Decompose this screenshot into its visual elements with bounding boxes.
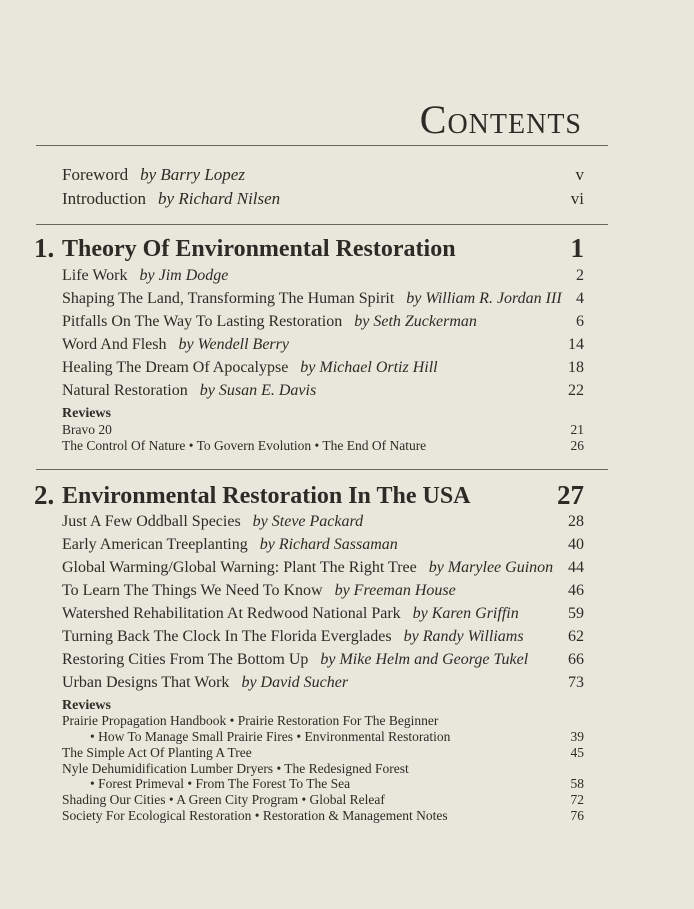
review-line bbox=[62, 745, 584, 761]
review-line bbox=[62, 438, 584, 454]
review-page: 21 bbox=[570, 422, 584, 437]
entry-author: by Richard Sassaman bbox=[259, 536, 398, 553]
toc-entry bbox=[62, 674, 584, 692]
review-line bbox=[62, 808, 584, 824]
section-title: Theory Of Environmental Restoration bbox=[62, 236, 456, 262]
entry-page: 2 bbox=[576, 267, 584, 284]
entry-page: 6 bbox=[576, 313, 584, 330]
entry-page: 73 bbox=[568, 674, 584, 691]
reviews-heading: Reviews bbox=[62, 698, 111, 713]
entry-title: Global Warming/Global Warning: Plant The Right Tree bbox=[62, 559, 417, 576]
review-text: Bravo 20 bbox=[62, 422, 112, 437]
review-line bbox=[62, 422, 584, 438]
entry-page: v bbox=[575, 165, 584, 184]
entry-page: 66 bbox=[568, 651, 584, 668]
entry-author: by Karen Griffin bbox=[412, 605, 519, 622]
entry-page: 4 bbox=[576, 290, 584, 307]
entry-page: vi bbox=[570, 189, 584, 208]
entry-author: by David Sucher bbox=[241, 674, 349, 691]
entry-author: by Freeman House bbox=[334, 582, 456, 599]
entry-title: Early American Treeplanting bbox=[62, 536, 248, 553]
entry-author: by Jim Dodge bbox=[139, 267, 229, 284]
review-text: The Control Of Nature • To Govern Evolution • The End Of Nature bbox=[62, 438, 427, 453]
review-text: Prairie Propagation Handbook • Prairie Restoration For The Beginner bbox=[62, 713, 439, 728]
entry-author: by Steve Packard bbox=[252, 513, 364, 530]
entry-title: Healing The Dream Of Apocalypse bbox=[62, 359, 289, 376]
entry-page: 44 bbox=[568, 559, 584, 576]
review-line bbox=[62, 729, 584, 745]
entry-title: To Learn The Things We Need To Know bbox=[62, 582, 323, 599]
review-text: Nyle Dehumidification Lumber Dryers • The Redesigned Forest bbox=[62, 761, 409, 776]
review-page: 72 bbox=[570, 792, 584, 807]
entry-title: Turning Back The Clock In The Florida Everglades bbox=[62, 628, 392, 645]
review-page: 39 bbox=[570, 729, 584, 744]
entry-page: 46 bbox=[568, 582, 584, 599]
entry-title: Word And Flesh bbox=[62, 336, 167, 353]
reviews-heading: Reviews bbox=[62, 406, 111, 421]
review-text: • How To Manage Small Prairie Fires • Environmental Restoration bbox=[90, 729, 451, 744]
review-line bbox=[62, 792, 584, 808]
section-title: Environmental Restoration In The USA bbox=[62, 483, 471, 509]
review-text: Shading Our Cities • A Green City Program • Global Releaf bbox=[62, 792, 385, 807]
entry-author: by Marylee Guinon bbox=[428, 559, 554, 576]
entry-author: by Richard Nilsen bbox=[158, 189, 281, 208]
entry-author: by Susan E. Davis bbox=[199, 382, 317, 399]
entry-page: 62 bbox=[568, 628, 584, 645]
entry-author: by William R. Jordan III bbox=[406, 290, 562, 307]
entry-title: Watershed Rehabilitation At Redwood National Park bbox=[62, 605, 401, 622]
entry-page: 40 bbox=[568, 536, 584, 553]
entry-title: Natural Restoration bbox=[62, 382, 188, 399]
section-page: 27 bbox=[557, 480, 584, 510]
review-line bbox=[62, 761, 584, 777]
entry-page: 14 bbox=[568, 336, 584, 353]
review-text: • Forest Primeval • From The Forest To The Sea bbox=[90, 776, 351, 791]
review-page: 26 bbox=[570, 438, 584, 453]
front-row-introduction bbox=[62, 189, 584, 209]
toc-entry bbox=[62, 513, 584, 531]
entry-title: Just A Few Oddball Species bbox=[62, 513, 241, 530]
entry-title: Restoring Cities From The Bottom Up bbox=[62, 651, 309, 668]
toc-entry bbox=[62, 605, 584, 623]
toc-entry bbox=[62, 651, 584, 669]
entry-title: Life Work bbox=[62, 267, 128, 284]
toc-entry bbox=[62, 628, 584, 646]
toc-entry bbox=[62, 382, 584, 400]
entry-page: 28 bbox=[568, 513, 584, 530]
entry-page: 18 bbox=[568, 359, 584, 376]
page-title: Contents bbox=[419, 97, 582, 142]
review-text: Society For Ecological Restoration • Restoration & Management Notes bbox=[62, 808, 448, 823]
entry-author: by Seth Zuckerman bbox=[354, 313, 477, 330]
divider bbox=[36, 224, 608, 225]
section-number: 2. bbox=[34, 480, 55, 510]
entry-page: 22 bbox=[568, 382, 584, 399]
toc-entry bbox=[62, 290, 584, 308]
toc-entry bbox=[62, 336, 584, 354]
front-row-foreword bbox=[62, 165, 584, 185]
entry-title: Urban Designs That Work bbox=[62, 674, 230, 691]
divider bbox=[36, 145, 608, 146]
entry-author: by Barry Lopez bbox=[140, 165, 245, 184]
entry-title: Shaping The Land, Transforming The Human Spirit bbox=[62, 290, 395, 307]
review-line bbox=[62, 713, 584, 729]
review-page: 45 bbox=[570, 745, 584, 760]
section-number: 1. bbox=[34, 233, 55, 263]
review-page: 76 bbox=[570, 808, 584, 823]
review-line bbox=[62, 776, 584, 792]
toc-entry bbox=[62, 313, 584, 331]
review-page: 58 bbox=[570, 776, 584, 791]
entry-author: by Michael Ortiz Hill bbox=[300, 359, 438, 376]
entry-author: by Randy Williams bbox=[403, 628, 524, 645]
toc-entry bbox=[62, 536, 584, 554]
toc-entry bbox=[62, 559, 584, 577]
toc-entry bbox=[62, 359, 584, 377]
divider bbox=[36, 469, 608, 470]
section-page: 1 bbox=[570, 233, 584, 263]
entry-title: Pitfalls On The Way To Lasting Restoration bbox=[62, 313, 343, 330]
entry-title: Foreword bbox=[62, 165, 129, 184]
review-text: The Simple Act Of Planting A Tree bbox=[62, 745, 252, 760]
toc-entry bbox=[62, 582, 584, 600]
entry-author: by Mike Helm and George Tukel bbox=[320, 651, 529, 668]
entry-page: 59 bbox=[568, 605, 584, 622]
toc-entry bbox=[62, 267, 584, 285]
entry-title: Introduction bbox=[62, 189, 147, 208]
entry-author: by Wendell Berry bbox=[178, 336, 289, 353]
